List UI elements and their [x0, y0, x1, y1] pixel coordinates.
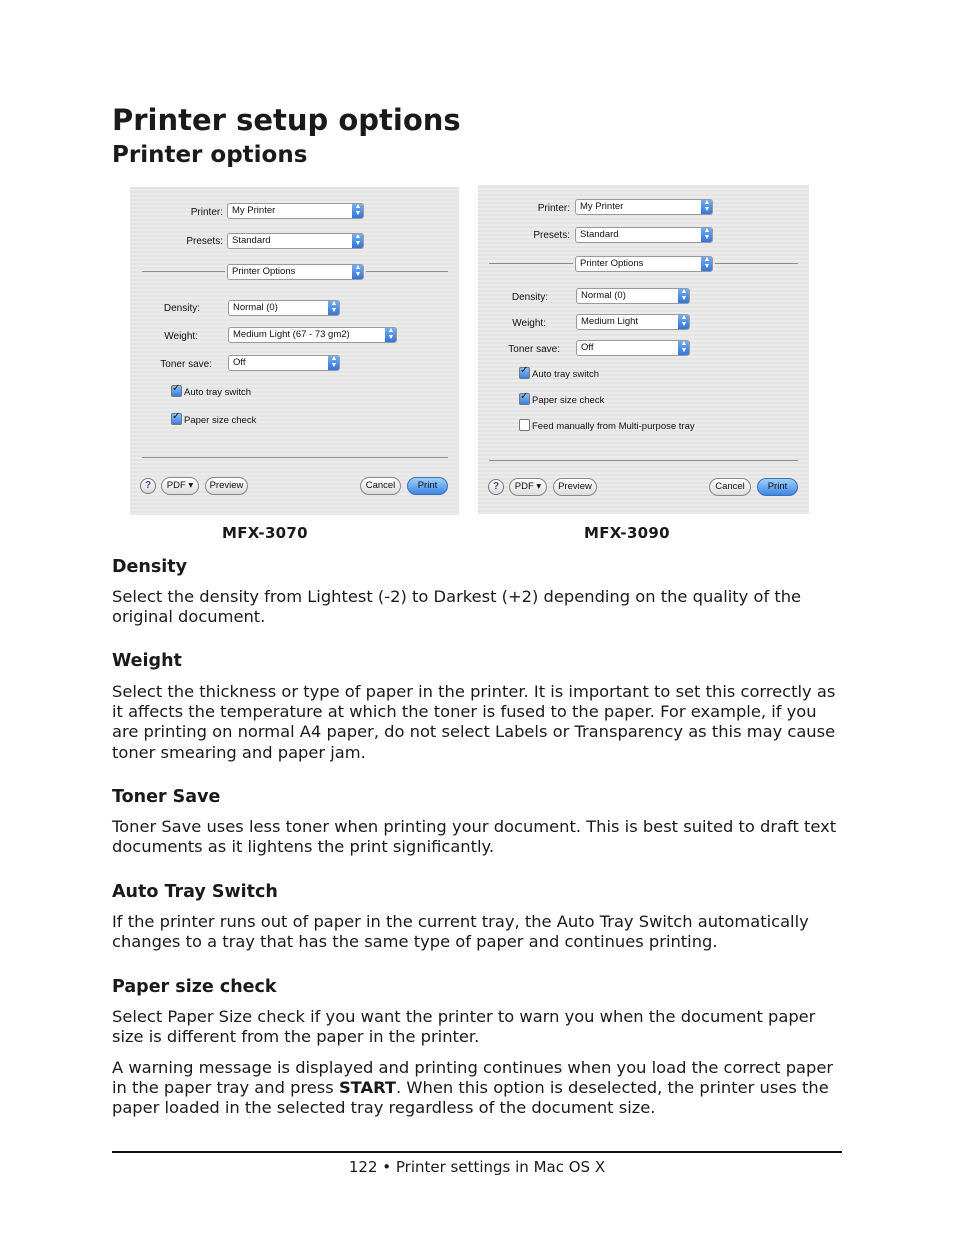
auto-tray-switch-heading: Auto Tray Switch: [112, 882, 278, 902]
auto-tray-switch-checkbox[interactable]: [519, 367, 599, 380]
weight-heading: Weight: [112, 651, 182, 671]
toner-save-popup[interactable]: [228, 355, 340, 371]
cancel-button[interactable]: Cancel: [709, 478, 751, 496]
printer-label: Printer:: [537, 203, 570, 214]
checkbox-label: Paper size check: [532, 395, 605, 406]
checkbox-label: Auto tray switch: [184, 387, 252, 398]
separator-line: [715, 263, 798, 264]
pane-value: Printer Options: [232, 266, 296, 277]
checkbox-label: Feed manually from Multi-purpose tray: [532, 421, 695, 432]
weight-value: Medium Light: [581, 316, 639, 327]
toner-save-heading: Toner Save: [112, 787, 221, 807]
toner-save-text: Toner Save uses less toner when printing your document. This is best suited to draft text documents as it lightens the print significantly.: [112, 817, 837, 857]
weight-popup[interactable]: [576, 314, 690, 330]
popup-arrows-icon: ▲ ▼: [701, 256, 713, 272]
checkbox-label: Paper size check: [184, 415, 257, 426]
preview-button[interactable]: Preview: [553, 478, 597, 496]
printer-label: Printer:: [190, 207, 223, 218]
density-popup[interactable]: [228, 300, 340, 316]
feed-manually-checkbox[interactable]: [519, 419, 695, 432]
pane-popup[interactable]: [227, 264, 364, 280]
toner-save-label: Toner save:: [508, 344, 560, 355]
cancel-button[interactable]: Cancel: [360, 477, 401, 495]
page-subtitle: Printer options: [112, 142, 308, 168]
printer-value: My Printer: [580, 201, 624, 212]
paper-size-check-checkbox[interactable]: [171, 413, 256, 426]
weight-text: Select the thickness or type of paper in the printer. It is important to set this correctly as it affects the temperature at which the toner is fused to the paper. For example, if you are printing on normal A4 paper, do not select Labels or Transparency as this may cause toner smearing and paper jam.: [112, 682, 836, 762]
presets-label: Presets:: [186, 236, 223, 247]
toner-save-label: Toner save:: [160, 359, 212, 370]
text-segment: . When this option is deselected, the printer uses the paper loaded in the selected tray regardless of the document size.: [112, 1078, 829, 1118]
toner-save-value: Off: [233, 357, 246, 368]
popup-arrows-icon: ▲ ▼: [385, 327, 397, 343]
toner-save-value: Off: [581, 342, 594, 353]
popup-arrows-icon: ▲ ▼: [678, 288, 690, 304]
separator-line: [142, 457, 448, 458]
paper-size-check-checkbox[interactable]: [519, 393, 604, 406]
checkbox-checked-icon: [171, 413, 182, 425]
auto-tray-switch-text: If the printer runs out of paper in the current tray, the Auto Tray Switch automatically changes to a tray that has the same type of paper and continues printing.: [112, 912, 809, 952]
help-button[interactable]: ?: [488, 479, 504, 495]
help-button[interactable]: ?: [140, 478, 156, 494]
popup-arrows-icon: ▲ ▼: [678, 340, 690, 356]
checkbox-unchecked-icon: [519, 419, 530, 431]
presets-popup[interactable]: [575, 227, 713, 243]
printer-value: My Printer: [232, 205, 276, 216]
density-label: Density:: [163, 303, 200, 314]
print-button[interactable]: Print: [407, 477, 448, 495]
page-title: Printer setup options: [112, 103, 461, 137]
caption-mfx-3070: MFX-3070: [222, 524, 308, 542]
separator-line: [489, 460, 798, 461]
popup-arrows-icon: ▲ ▼: [352, 233, 364, 249]
density-text: Select the density from Lightest (-2) to Darkest (+2) depending on the quality of the original document.: [112, 587, 802, 627]
start-keyword: START: [338, 1078, 397, 1098]
popup-arrows-icon: ▲ ▼: [328, 300, 340, 316]
weight-label: Weight:: [164, 331, 198, 342]
checkbox-label: Auto tray switch: [532, 369, 600, 380]
separator-line: [142, 271, 225, 272]
popup-arrows-icon: ▲ ▼: [352, 264, 364, 280]
weight-value: Medium Light (67 - 73 gm2): [233, 329, 350, 340]
auto-tray-switch-checkbox[interactable]: [171, 385, 251, 398]
density-value: Normal (0): [581, 290, 626, 301]
presets-label: Presets:: [533, 230, 570, 241]
print-button[interactable]: Print: [757, 478, 798, 496]
popup-arrows-icon: ▲ ▼: [701, 199, 713, 215]
checkbox-checked-icon: [171, 385, 182, 397]
pane-value: Printer Options: [580, 258, 644, 269]
text-segment: A warning message is displayed and printing continues when you load the correct paper in the paper tray and press: [112, 1058, 834, 1098]
footer-rule: [112, 1151, 842, 1153]
paper-size-check-heading: Paper size check: [112, 977, 277, 997]
presets-popup[interactable]: [227, 233, 364, 249]
density-heading: Density: [112, 557, 188, 577]
density-value: Normal (0): [233, 302, 278, 313]
print-dialog-mfx-3090: [478, 185, 809, 514]
presets-value: Standard: [580, 229, 619, 240]
weight-label: Weight:: [512, 318, 546, 329]
printer-popup[interactable]: [575, 199, 713, 215]
presets-value: Standard: [232, 235, 271, 246]
caption-mfx-3090: MFX-3090: [584, 524, 670, 542]
weight-popup[interactable]: [228, 327, 397, 343]
density-label: Density:: [511, 292, 548, 303]
pane-popup[interactable]: [575, 256, 713, 272]
popup-arrows-icon: ▲ ▼: [678, 314, 690, 330]
checkbox-checked-icon: [519, 367, 530, 379]
paper-size-check-text-2: [112, 1058, 847, 1119]
preview-button[interactable]: Preview: [205, 477, 248, 495]
popup-arrows-icon: ▲ ▼: [352, 203, 364, 219]
popup-arrows-icon: ▲ ▼: [328, 355, 340, 371]
pdf-button[interactable]: PDF ▾: [161, 477, 199, 495]
printer-popup[interactable]: [227, 203, 364, 219]
page-footer: 122 • Printer settings in Mac OS X: [348, 1158, 606, 1176]
separator-line: [489, 263, 573, 264]
toner-save-popup[interactable]: [576, 340, 690, 356]
popup-arrows-icon: ▲ ▼: [701, 227, 713, 243]
checkbox-checked-icon: [519, 393, 530, 405]
print-dialog-mfx-3070: [130, 187, 459, 515]
density-popup[interactable]: [576, 288, 690, 304]
separator-line: [366, 271, 448, 272]
paper-size-check-text: Select Paper Size check if you want the printer to warn you when the document paper size is different from the paper in the printer.: [112, 1007, 816, 1047]
pdf-button[interactable]: PDF ▾: [509, 478, 547, 496]
